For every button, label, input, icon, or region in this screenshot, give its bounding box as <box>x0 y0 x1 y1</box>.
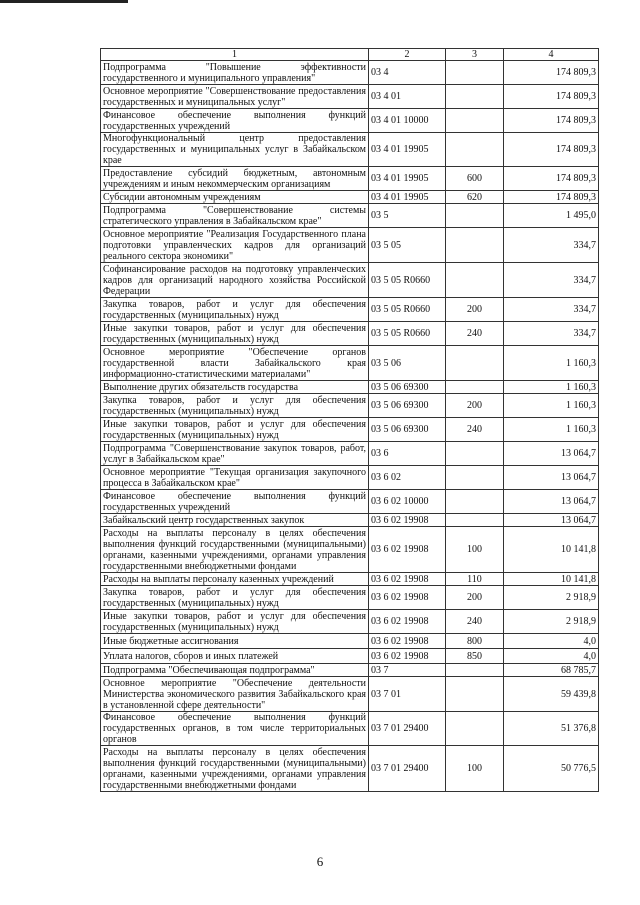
row-sum: 59 439,8 <box>504 677 599 712</box>
row-expense-type: 850 <box>446 649 504 664</box>
row-sum: 334,7 <box>504 228 599 263</box>
row-description: Субсидии автономным учреждениям <box>101 191 369 204</box>
table-row <box>101 677 599 712</box>
row-code: 03 4 01 19905 <box>369 167 446 191</box>
row-code: 03 4 01 10000 <box>369 109 446 133</box>
row-code: 03 6 02 19908 <box>369 586 446 610</box>
row-sum: 13 064,7 <box>504 490 599 514</box>
table-row <box>101 746 599 792</box>
row-sum: 10 141,8 <box>504 573 599 586</box>
row-sum: 13 064,7 <box>504 466 599 490</box>
table-row <box>101 664 599 677</box>
row-sum: 2 918,9 <box>504 610 599 634</box>
row-code: 03 5 06 69300 <box>369 418 446 442</box>
row-description: Расходы на выплаты персоналу в целях обеспечения выполнения функций государственными (муниципальными) органами, казенными учреждениями, органами управления государственными внебюджетными фондами <box>101 527 369 573</box>
table-row <box>101 610 599 634</box>
row-description: Расходы на выплаты персоналу казенных учреждений <box>101 573 369 586</box>
row-description: Подпрограмма "Повышение эффективности государственного и муниципального управления" <box>101 61 369 85</box>
row-expense-type: 240 <box>446 322 504 346</box>
row-expense-type: 240 <box>446 610 504 634</box>
table-row <box>101 442 599 466</box>
row-expense-type <box>446 109 504 133</box>
row-description: Уплата налогов, сборов и иных платежей <box>101 649 369 664</box>
row-expense-type <box>446 346 504 381</box>
row-expense-type <box>446 133 504 167</box>
header-col-3: 3 <box>446 49 504 61</box>
table-row <box>101 133 599 167</box>
table-row <box>101 712 599 746</box>
table-row <box>101 204 599 228</box>
row-code: 03 4 01 19905 <box>369 133 446 167</box>
row-description: Основное мероприятие "Реализация Государственного плана подготовки управленческих кадров для организаций реального сектора экономики" <box>101 228 369 263</box>
row-description: Финансовое обеспечение выполнения функций государственных органов, в том числе территориальных органов <box>101 712 369 746</box>
row-expense-type <box>446 712 504 746</box>
row-expense-type <box>446 466 504 490</box>
row-code: 03 7 01 29400 <box>369 712 446 746</box>
row-description: Расходы на выплаты персоналу в целях обеспечения выполнения функций государственными (муниципальными) органами, казенными учреждениями, органами управления государственными внебюджетными фондами <box>101 746 369 792</box>
table-row <box>101 586 599 610</box>
row-expense-type <box>446 664 504 677</box>
table-row <box>101 191 599 204</box>
row-code: 03 7 01 29400 <box>369 746 446 792</box>
row-code: 03 6 02 10000 <box>369 490 446 514</box>
row-description: Иные закупки товаров, работ и услуг для обеспечения государственных (муниципальных) нужд <box>101 610 369 634</box>
row-expense-type <box>446 514 504 527</box>
row-code: 03 6 02 19908 <box>369 514 446 527</box>
row-code: 03 6 02 19908 <box>369 573 446 586</box>
row-sum: 13 064,7 <box>504 442 599 466</box>
row-expense-type <box>446 204 504 228</box>
table-row <box>101 527 599 573</box>
row-sum: 174 809,3 <box>504 167 599 191</box>
row-description: Подпрограмма "Совершенствование закупок товаров, работ, услуг в Забайкальском крае" <box>101 442 369 466</box>
row-code: 03 6 02 <box>369 466 446 490</box>
row-description: Многофункциональный центр предоставления государственных и муниципальных услуг в Забайкальском крае <box>101 133 369 167</box>
row-code: 03 5 05 R0660 <box>369 322 446 346</box>
row-code: 03 4 <box>369 61 446 85</box>
row-description: Основное мероприятие "Обеспечение деятельности Министерства экономического развития Забайкальского края в установленной сфере деятельности" <box>101 677 369 712</box>
row-code: 03 6 <box>369 442 446 466</box>
row-sum: 10 141,8 <box>504 527 599 573</box>
table-row <box>101 490 599 514</box>
row-sum: 334,7 <box>504 263 599 298</box>
row-code: 03 5 05 R0660 <box>369 298 446 322</box>
row-sum: 50 776,5 <box>504 746 599 792</box>
row-code: 03 6 02 19908 <box>369 634 446 649</box>
row-code: 03 7 01 <box>369 677 446 712</box>
table-row <box>101 649 599 664</box>
row-expense-type: 110 <box>446 573 504 586</box>
row-expense-type <box>446 263 504 298</box>
table-row <box>101 394 599 418</box>
row-sum: 51 376,8 <box>504 712 599 746</box>
row-code: 03 6 02 19908 <box>369 610 446 634</box>
row-expense-type: 620 <box>446 191 504 204</box>
row-expense-type <box>446 442 504 466</box>
row-expense-type <box>446 381 504 394</box>
row-sum: 1 160,3 <box>504 381 599 394</box>
row-expense-type: 200 <box>446 394 504 418</box>
row-sum: 4,0 <box>504 634 599 649</box>
table-row <box>101 85 599 109</box>
row-expense-type: 200 <box>446 586 504 610</box>
header-col-4: 4 <box>504 49 599 61</box>
row-expense-type <box>446 677 504 712</box>
table-row <box>101 573 599 586</box>
row-description: Подпрограмма "Совершенствование системы стратегического управления в Забайкальском крае" <box>101 204 369 228</box>
table-row <box>101 346 599 381</box>
row-sum: 1 160,3 <box>504 418 599 442</box>
row-code: 03 4 01 <box>369 85 446 109</box>
table-row <box>101 109 599 133</box>
row-description: Иные закупки товаров, работ и услуг для обеспечения государственных (муниципальных) нужд <box>101 418 369 442</box>
row-description: Предоставление субсидий бюджетным, автономным учреждениям и иным некоммерческим организациям <box>101 167 369 191</box>
row-description: Основное мероприятие "Совершенствование предоставления государственных и муниципальных услуг" <box>101 85 369 109</box>
row-sum: 334,7 <box>504 298 599 322</box>
row-code: 03 5 06 69300 <box>369 381 446 394</box>
header-col-1: 1 <box>101 49 369 61</box>
row-sum: 68 785,7 <box>504 664 599 677</box>
row-description: Иные закупки товаров, работ и услуг для обеспечения государственных (муниципальных) нужд <box>101 322 369 346</box>
row-code: 03 7 <box>369 664 446 677</box>
header-row <box>101 49 599 61</box>
row-expense-type <box>446 490 504 514</box>
row-code: 03 5 06 <box>369 346 446 381</box>
table-row <box>101 263 599 298</box>
row-sum: 4,0 <box>504 649 599 664</box>
row-expense-type: 100 <box>446 746 504 792</box>
table-row <box>101 61 599 85</box>
row-sum: 334,7 <box>504 322 599 346</box>
table-row <box>101 634 599 649</box>
row-sum: 1 160,3 <box>504 394 599 418</box>
row-description: Финансовое обеспечение выполнения функций государственных учреждений <box>101 109 369 133</box>
table-row <box>101 381 599 394</box>
row-description: Выполнение других обязательств государства <box>101 381 369 394</box>
row-sum: 174 809,3 <box>504 133 599 167</box>
row-sum: 174 809,3 <box>504 61 599 85</box>
table-row <box>101 514 599 527</box>
table-row <box>101 167 599 191</box>
row-code: 03 5 06 69300 <box>369 394 446 418</box>
row-expense-type <box>446 85 504 109</box>
row-code: 03 6 02 19908 <box>369 527 446 573</box>
row-description: Основное мероприятие "Текущая организация закупочного процесса в Забайкальском крае" <box>101 466 369 490</box>
top-rule <box>0 0 128 3</box>
row-sum: 1 160,3 <box>504 346 599 381</box>
budget-table <box>100 48 599 792</box>
row-description: Забайкальский центр государственных закупок <box>101 514 369 527</box>
table-row <box>101 298 599 322</box>
row-description: Иные бюджетные ассигнования <box>101 634 369 649</box>
row-expense-type: 100 <box>446 527 504 573</box>
row-description: Закупка товаров, работ и услуг для обеспечения государственных (муниципальных) нужд <box>101 586 369 610</box>
row-sum: 2 918,9 <box>504 586 599 610</box>
row-description: Финансовое обеспечение выполнения функций государственных учреждений <box>101 490 369 514</box>
row-expense-type: 600 <box>446 167 504 191</box>
row-description: Основное мероприятие "Обеспечение органов государственной власти Забайкальского края информационно-статистическими материалами" <box>101 346 369 381</box>
row-description: Закупка товаров, работ и услуг для обеспечения государственных (муниципальных) нужд <box>101 394 369 418</box>
table-row <box>101 228 599 263</box>
row-code: 03 4 01 19905 <box>369 191 446 204</box>
row-sum: 174 809,3 <box>504 191 599 204</box>
row-code: 03 6 02 19908 <box>369 649 446 664</box>
row-expense-type <box>446 61 504 85</box>
row-code: 03 5 05 R0660 <box>369 263 446 298</box>
page-number: 6 <box>316 854 324 869</box>
row-description: Подпрограмма "Обеспечивающая подпрограмма" <box>101 664 369 677</box>
row-sum: 1 495,0 <box>504 204 599 228</box>
table-row <box>101 322 599 346</box>
row-expense-type: 240 <box>446 418 504 442</box>
row-sum: 13 064,7 <box>504 514 599 527</box>
table-row <box>101 418 599 442</box>
header-col-2: 2 <box>369 49 446 61</box>
row-sum: 174 809,3 <box>504 109 599 133</box>
row-expense-type <box>446 228 504 263</box>
row-description: Закупка товаров, работ и услуг для обеспечения государственных (муниципальных) нужд <box>101 298 369 322</box>
table-row <box>101 466 599 490</box>
row-code: 03 5 05 <box>369 228 446 263</box>
row-description: Софинансирование расходов на подготовку управленческих кадров для организаций народного хозяйства Российской Федерации <box>101 263 369 298</box>
row-sum: 174 809,3 <box>504 85 599 109</box>
row-expense-type: 800 <box>446 634 504 649</box>
row-code: 03 5 <box>369 204 446 228</box>
row-expense-type: 200 <box>446 298 504 322</box>
